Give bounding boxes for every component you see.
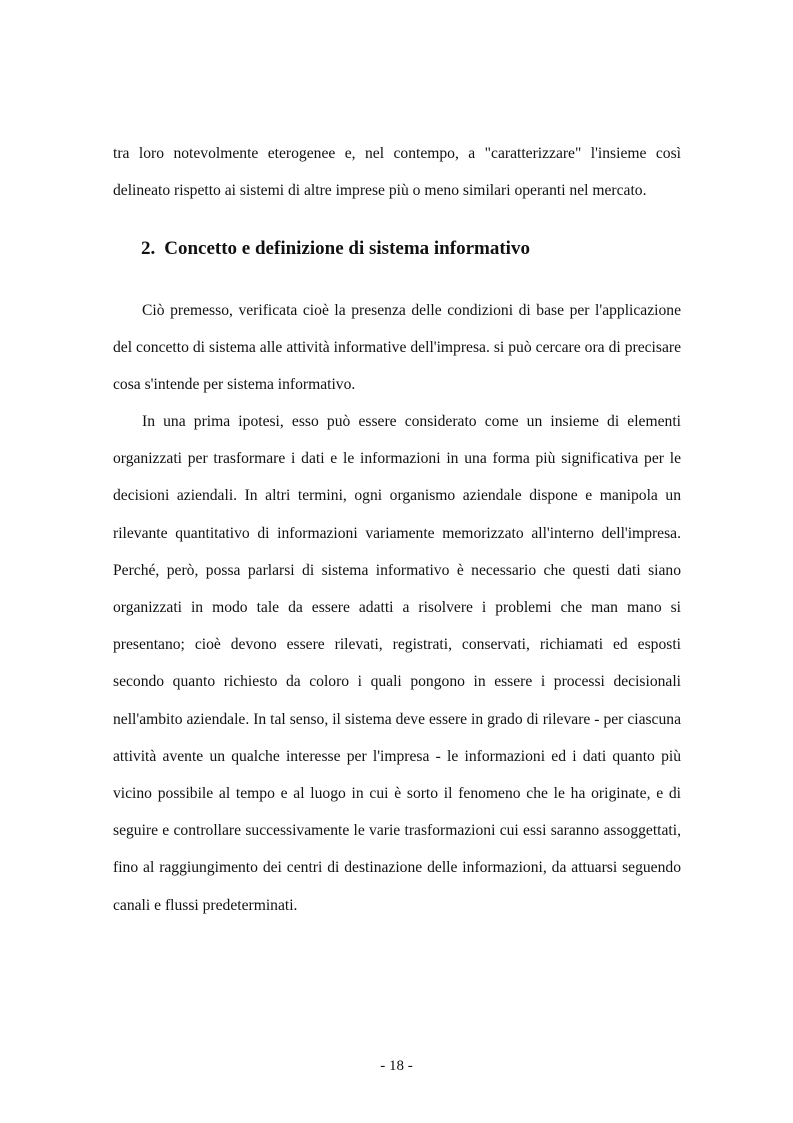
body-paragraph: Ciò premesso, verificata cioè la presenza delle condizioni di base per l'applicazione del concetto di sistema alle attività informative dell'impresa. si può cercare ora di precisare cosa s'intende per sistema informativo.	[113, 302, 681, 394]
section-number: 2.	[141, 238, 156, 259]
page-number: - 18 -	[380, 1058, 413, 1074]
section-heading	[141, 232, 530, 266]
intro-paragraph: tra loro notevolmente eterogenee e, nel contempo, a "caratterizzare" l'insieme così delineato rispetto ai sistemi di altre imprese più o meno similari operanti nel mercato.	[113, 145, 681, 200]
section-title: Concetto e definizione di sistema informativo	[164, 238, 530, 259]
body-paragraph: In una prima ipotesi, esso può essere considerato come un insieme di elementi organizzati per trasformare i dati e le informazioni in una forma più significativa per le decisioni aziendali. In altri termini, ogni organismo aziendale dispone e manipola un rilevante quantitativo di informazioni variamente memorizzato all'interno dell'impresa. Perché, però, possa parlarsi di sistema informativo è necessario che questi dati siano organizzati in modo tale da essere adatti a risolvere i problemi che man mano si presentano; cioè devono essere rilevati, registrati, conservati, richiamati ed esposti secondo quanto richiesto da coloro i quali pongono in essere i processi decisionali nell'ambito aziendale. In tal senso, il sistema deve essere in grado di rilevare - per ciascuna attività avente un qualche interesse per l'impresa - le informazioni ed i dati quanto più vicino possibile al tempo e al luogo in cui è sorto il fenomeno che le ha originate, e di seguire e controllare successivamente le varie trasformazioni cui essi saranno assoggettati, fino al raggiungimento dei centri di destinazione delle informazioni, da attuarsi seguendo canali e flussi predeterminati.	[113, 413, 681, 914]
